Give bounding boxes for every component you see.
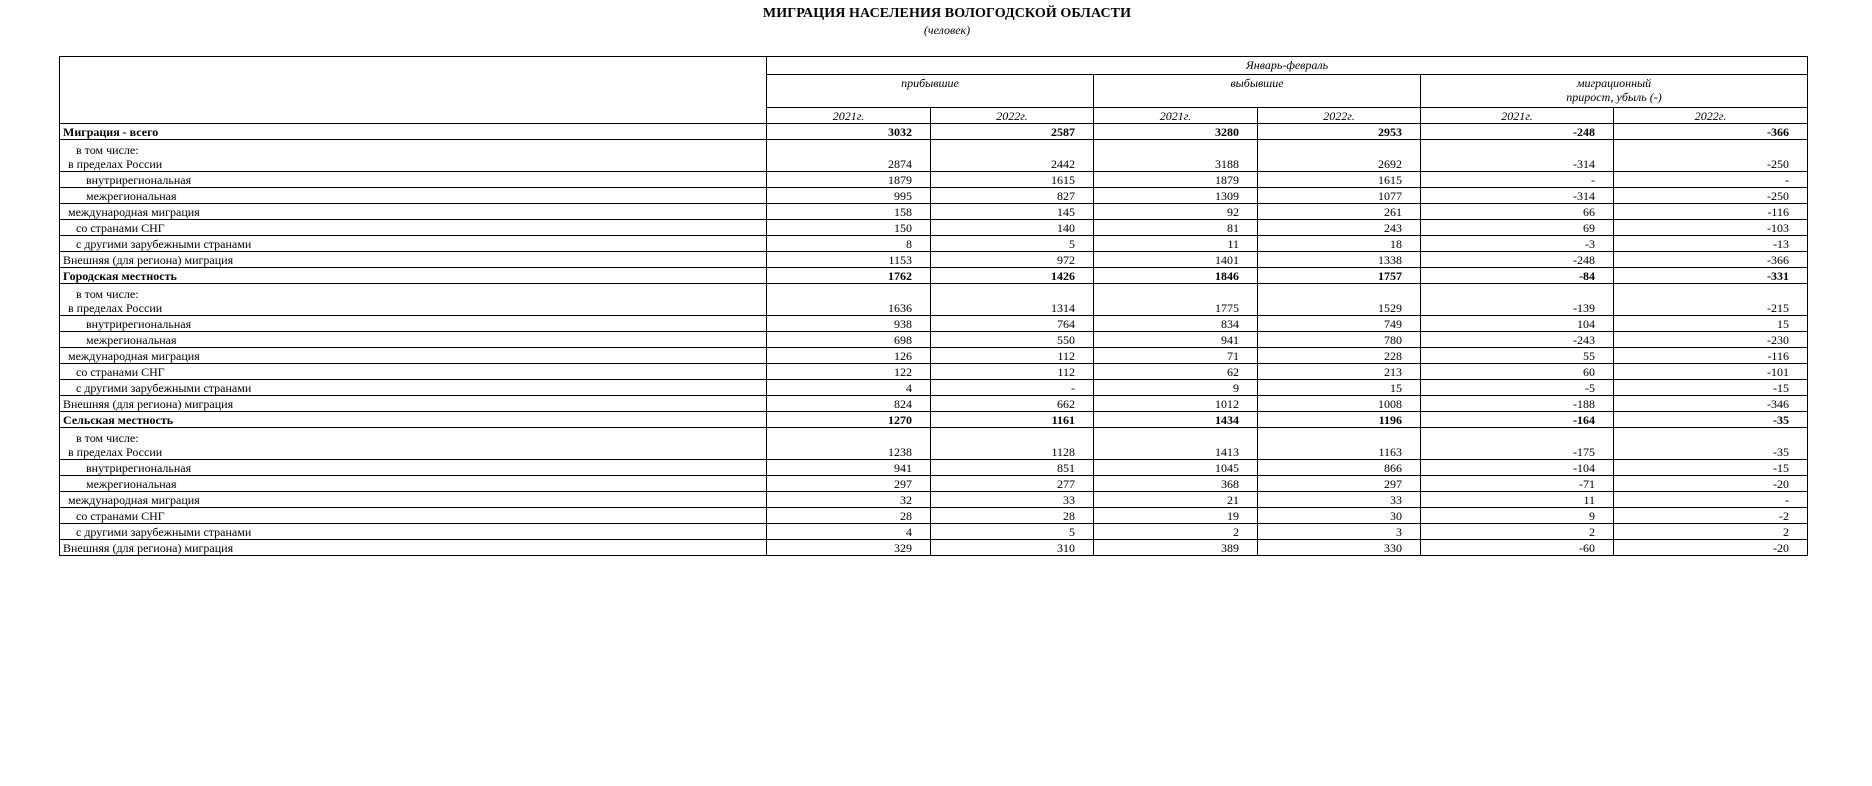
row-label-prefix: в том числе:: [76, 431, 139, 445]
table-row: [60, 220, 1808, 236]
header-year: 2022г.: [1258, 108, 1421, 124]
value-cell: 368: [1094, 476, 1258, 492]
value-cell: 62: [1094, 364, 1258, 380]
table-row: [60, 396, 1808, 412]
value-cell: 1879: [767, 172, 931, 188]
value-cell: -248: [1421, 124, 1614, 140]
table-row: [60, 188, 1808, 204]
value-cell: 28: [767, 508, 931, 524]
row-label: Миграция - всего: [60, 124, 767, 140]
value-cell: 3188: [1094, 140, 1258, 172]
row-label: межрегиональная: [60, 332, 767, 348]
value-cell: 5: [931, 236, 1094, 252]
value-cell: 1196: [1258, 412, 1421, 428]
page-subtitle: (человек): [923, 23, 971, 37]
value-cell: 1153: [767, 252, 931, 268]
value-cell: -215: [1614, 284, 1808, 316]
value-cell: 261: [1258, 204, 1421, 220]
value-cell: -230: [1614, 332, 1808, 348]
value-cell: 1045: [1094, 460, 1258, 476]
row-label: международная миграция: [60, 348, 767, 364]
migration-table: [59, 56, 1808, 556]
value-cell: -243: [1421, 332, 1614, 348]
value-cell: 698: [767, 332, 931, 348]
row-label: международная миграция: [60, 492, 767, 508]
header-year: 2022г.: [1614, 108, 1808, 124]
value-cell: -139: [1421, 284, 1614, 316]
value-cell: 1401: [1094, 252, 1258, 268]
header-empty-cell: [60, 57, 767, 124]
value-cell: 2587: [931, 124, 1094, 140]
value-cell: -366: [1614, 124, 1808, 140]
value-cell: -20: [1614, 476, 1808, 492]
value-cell: 1238: [767, 428, 931, 460]
value-cell: 122: [767, 364, 931, 380]
row-label: [60, 140, 767, 172]
value-cell: -116: [1614, 204, 1808, 220]
value-cell: -164: [1421, 412, 1614, 428]
value-cell: 2953: [1258, 124, 1421, 140]
value-cell: 228: [1258, 348, 1421, 364]
value-cell: -175: [1421, 428, 1614, 460]
value-cell: -116: [1614, 348, 1808, 364]
value-cell: 1012: [1094, 396, 1258, 412]
value-cell: -101: [1614, 364, 1808, 380]
value-cell: 4: [767, 380, 931, 396]
value-cell: 1757: [1258, 268, 1421, 284]
page-title: МИГРАЦИЯ НАСЕЛЕНИЯ ВОЛОГОДСКОЙ ОБЛАСТИ: [762, 6, 1132, 21]
value-cell: -314: [1421, 188, 1614, 204]
value-cell: -60: [1421, 540, 1614, 556]
value-cell: 32: [767, 492, 931, 508]
value-cell: 71: [1094, 348, 1258, 364]
value-cell: 3: [1258, 524, 1421, 540]
value-cell: 9: [1094, 380, 1258, 396]
value-cell: 1077: [1258, 188, 1421, 204]
row-label: Внешняя (для региона) миграция: [60, 252, 767, 268]
value-cell: 1270: [767, 412, 931, 428]
value-cell: -71: [1421, 476, 1614, 492]
value-cell: 126: [767, 348, 931, 364]
header-year: 2021г.: [1421, 108, 1614, 124]
table-row: [60, 332, 1808, 348]
row-label: со странами СНГ: [60, 220, 767, 236]
table-row: [60, 348, 1808, 364]
row-label: со странами СНГ: [60, 364, 767, 380]
value-cell: 2874: [767, 140, 931, 172]
header-arrived: прибывшие: [767, 75, 1094, 108]
row-label: с другими зарубежными странами: [60, 524, 767, 540]
table-row: [60, 204, 1808, 220]
value-cell: 1775: [1094, 284, 1258, 316]
table-row: [60, 172, 1808, 188]
value-cell: -15: [1614, 460, 1808, 476]
row-label-prefix: в том числе:: [76, 143, 139, 157]
header-period: Январь-февраль: [767, 57, 1808, 75]
value-cell: -5: [1421, 380, 1614, 396]
table-row: [60, 268, 1808, 284]
value-cell: 18: [1258, 236, 1421, 252]
value-cell: 1879: [1094, 172, 1258, 188]
value-cell: 827: [931, 188, 1094, 204]
value-cell: 60: [1421, 364, 1614, 380]
value-cell: -103: [1614, 220, 1808, 236]
value-cell: 11: [1094, 236, 1258, 252]
value-cell: 1128: [931, 428, 1094, 460]
value-cell: 2692: [1258, 140, 1421, 172]
value-cell: 1309: [1094, 188, 1258, 204]
value-cell: 1762: [767, 268, 931, 284]
value-cell: -: [1614, 492, 1808, 508]
header-migration-growth-line2: прирост, убыль (-): [1566, 90, 1662, 104]
row-label: внутрирегиональная: [60, 172, 767, 188]
value-cell: 941: [1094, 332, 1258, 348]
table-row: [60, 428, 1808, 460]
value-cell: 780: [1258, 332, 1421, 348]
row-label: межрегиональная: [60, 476, 767, 492]
value-cell: 11: [1421, 492, 1614, 508]
value-cell: 104: [1421, 316, 1614, 332]
value-cell: -: [1421, 172, 1614, 188]
value-cell: -250: [1614, 140, 1808, 172]
value-cell: 1426: [931, 268, 1094, 284]
value-cell: 4: [767, 524, 931, 540]
value-cell: 66: [1421, 204, 1614, 220]
header-departed: выбывшие: [1094, 75, 1421, 108]
value-cell: 1338: [1258, 252, 1421, 268]
row-label: внутрирегиональная: [60, 316, 767, 332]
value-cell: -104: [1421, 460, 1614, 476]
row-label: с другими зарубежными странами: [60, 380, 767, 396]
value-cell: 1161: [931, 412, 1094, 428]
header-year: 2021г.: [767, 108, 931, 124]
value-cell: 145: [931, 204, 1094, 220]
row-label-prefix: в том числе:: [76, 287, 139, 301]
table-row: [60, 524, 1808, 540]
value-cell: 3280: [1094, 124, 1258, 140]
value-cell: 1314: [931, 284, 1094, 316]
value-cell: 764: [931, 316, 1094, 332]
value-cell: 310: [931, 540, 1094, 556]
value-cell: 3032: [767, 124, 931, 140]
value-cell: 28: [931, 508, 1094, 524]
value-cell: 1529: [1258, 284, 1421, 316]
value-cell: -35: [1614, 428, 1808, 460]
value-cell: 851: [931, 460, 1094, 476]
table-row: [60, 476, 1808, 492]
value-cell: 297: [1258, 476, 1421, 492]
value-cell: 2: [1094, 524, 1258, 540]
row-label: Внешняя (для региона) миграция: [60, 540, 767, 556]
value-cell: 140: [931, 220, 1094, 236]
row-label: [60, 428, 767, 460]
row-label: Сельская местность: [60, 412, 767, 428]
value-cell: 2442: [931, 140, 1094, 172]
table-row: [60, 124, 1808, 140]
value-cell: 5: [931, 524, 1094, 540]
value-cell: 92: [1094, 204, 1258, 220]
row-label-main: в пределах России: [68, 301, 163, 315]
row-label: Внешняя (для региона) миграция: [60, 396, 767, 412]
row-label: внутрирегиональная: [60, 460, 767, 476]
value-cell: -2: [1614, 508, 1808, 524]
value-cell: -346: [1614, 396, 1808, 412]
table-row: [60, 252, 1808, 268]
value-cell: 866: [1258, 460, 1421, 476]
value-cell: 112: [931, 364, 1094, 380]
value-cell: -: [1614, 172, 1808, 188]
value-cell: 662: [931, 396, 1094, 412]
value-cell: 243: [1258, 220, 1421, 236]
value-cell: -84: [1421, 268, 1614, 284]
value-cell: -20: [1614, 540, 1808, 556]
table-row: [60, 540, 1808, 556]
value-cell: 550: [931, 332, 1094, 348]
value-cell: 158: [767, 204, 931, 220]
value-cell: 33: [1258, 492, 1421, 508]
table-row: [60, 508, 1808, 524]
row-label-main: в пределах России: [68, 157, 163, 171]
table-row: [60, 284, 1808, 316]
row-label: [60, 284, 767, 316]
value-cell: 19: [1094, 508, 1258, 524]
value-cell: -331: [1614, 268, 1808, 284]
value-cell: 749: [1258, 316, 1421, 332]
value-cell: -3: [1421, 236, 1614, 252]
value-cell: 389: [1094, 540, 1258, 556]
header-migration-growth-line1: миграционный: [1576, 76, 1652, 90]
value-cell: 1636: [767, 284, 931, 316]
row-label: со странами СНГ: [60, 508, 767, 524]
value-cell: 33: [931, 492, 1094, 508]
row-label: Городская местность: [60, 268, 767, 284]
value-cell: 1163: [1258, 428, 1421, 460]
value-cell: 112: [931, 348, 1094, 364]
value-cell: -366: [1614, 252, 1808, 268]
table-row: [60, 236, 1808, 252]
value-cell: -13: [1614, 236, 1808, 252]
value-cell: 2: [1421, 524, 1614, 540]
value-cell: 297: [767, 476, 931, 492]
value-cell: 2: [1614, 524, 1808, 540]
table-row: [60, 364, 1808, 380]
value-cell: 30: [1258, 508, 1421, 524]
value-cell: -250: [1614, 188, 1808, 204]
table-row: [60, 140, 1808, 172]
value-cell: 9: [1421, 508, 1614, 524]
value-cell: 1434: [1094, 412, 1258, 428]
value-cell: 15: [1258, 380, 1421, 396]
value-cell: -: [931, 380, 1094, 396]
table-row: [60, 460, 1808, 476]
value-cell: 1615: [931, 172, 1094, 188]
value-cell: 329: [767, 540, 931, 556]
table-row: [60, 492, 1808, 508]
value-cell: -15: [1614, 380, 1808, 396]
value-cell: 1008: [1258, 396, 1421, 412]
value-cell: 330: [1258, 540, 1421, 556]
value-cell: 1846: [1094, 268, 1258, 284]
row-label: межрегиональная: [60, 188, 767, 204]
value-cell: 941: [767, 460, 931, 476]
table-row: [60, 316, 1808, 332]
row-label: с другими зарубежными странами: [60, 236, 767, 252]
value-cell: 834: [1094, 316, 1258, 332]
value-cell: 995: [767, 188, 931, 204]
table-row: [60, 380, 1808, 396]
value-cell: 938: [767, 316, 931, 332]
value-cell: 150: [767, 220, 931, 236]
header-migration-growth: [1421, 75, 1808, 108]
row-label-main: в пределах России: [68, 445, 163, 459]
header-year: 2021г.: [1094, 108, 1258, 124]
row-label: международная миграция: [60, 204, 767, 220]
value-cell: 15: [1614, 316, 1808, 332]
value-cell: 81: [1094, 220, 1258, 236]
table-row: [60, 412, 1808, 428]
value-cell: 21: [1094, 492, 1258, 508]
value-cell: 213: [1258, 364, 1421, 380]
value-cell: 1615: [1258, 172, 1421, 188]
value-cell: 1413: [1094, 428, 1258, 460]
value-cell: -35: [1614, 412, 1808, 428]
value-cell: -248: [1421, 252, 1614, 268]
header-year: 2022г.: [931, 108, 1094, 124]
value-cell: -314: [1421, 140, 1614, 172]
value-cell: 8: [767, 236, 931, 252]
value-cell: 55: [1421, 348, 1614, 364]
value-cell: 972: [931, 252, 1094, 268]
value-cell: 824: [767, 396, 931, 412]
value-cell: 277: [931, 476, 1094, 492]
value-cell: -188: [1421, 396, 1614, 412]
value-cell: 69: [1421, 220, 1614, 236]
